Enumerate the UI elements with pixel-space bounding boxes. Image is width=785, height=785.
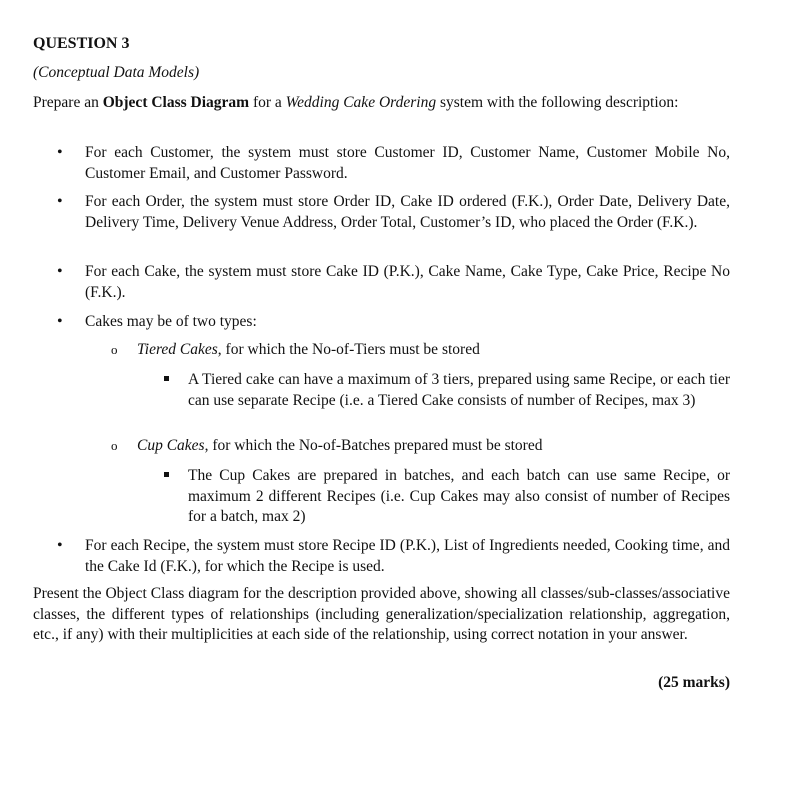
intro-bold-diagram: Object Class Diagram bbox=[102, 94, 250, 111]
bullet-dot-icon: • bbox=[57, 193, 63, 210]
marks-label: (25 marks) bbox=[658, 674, 730, 691]
intro-text-2: for a bbox=[249, 94, 286, 111]
bullet-dot-icon: • bbox=[57, 144, 63, 161]
subitem-text bbox=[137, 436, 730, 457]
detail-text: The Cup Cakes are prepared in batches, and each batch can use same Recipe, or maximum 2 different Recipes (i.e. Cup Cakes may also consist of number of Recipes for a batch, max 2) bbox=[188, 467, 730, 525]
intro-paragraph bbox=[33, 93, 730, 114]
intro-italic-system: Wedding Cake Ordering bbox=[285, 94, 437, 111]
square-bullet-icon bbox=[164, 376, 169, 381]
subitem-italic-name: Cup Cakes bbox=[137, 437, 205, 454]
intro-text-3: system with the following description: bbox=[436, 94, 679, 111]
present-paragraph: Present the Object Class diagram for the description provided above, showing all classes/sub-classes/associative classes, the different types of relationships (including generalization/specialization relationship, aggregation, etc., if any) with their multiplicities at each side of the relationship, using correct notation in your answer. bbox=[33, 585, 730, 643]
subitem-italic-name: Tiered Cakes bbox=[137, 341, 218, 358]
bullet-text: For each Customer, the system must store Customer ID, Customer Name, Customer Mobile No, Customer Email, and Customer Password. bbox=[85, 144, 730, 182]
detail-text: A Tiered cake can have a maximum of 3 tiers, prepared using same Recipe, or each tier can use separate Recipe (i.e. a Tiered Cake consists of number of Recipes, max 3) bbox=[188, 371, 730, 409]
bullet-dot-icon: • bbox=[57, 263, 63, 280]
subitem-rest: , for which the No-of-Tiers must be stored bbox=[217, 341, 480, 358]
bullet-text: Cakes may be of two types: bbox=[85, 313, 257, 330]
circle-bullet-icon: o bbox=[111, 438, 118, 453]
bullet-dot-icon: • bbox=[57, 313, 63, 330]
subitem-rest: , for which the No-of-Batches prepared must be stored bbox=[204, 437, 543, 454]
question-subtitle: (Conceptual Data Models) bbox=[33, 64, 200, 81]
subitem-text bbox=[137, 340, 730, 361]
intro-text-1: Prepare an bbox=[33, 94, 103, 111]
circle-bullet-icon: o bbox=[111, 342, 118, 357]
square-bullet-icon bbox=[164, 472, 169, 477]
bullet-dot-icon: • bbox=[57, 537, 63, 554]
question-title: QUESTION 3 bbox=[33, 35, 130, 52]
bullet-text: For each Recipe, the system must store Recipe ID (P.K.), List of Ingredients needed, Cooking time, and the Cake Id (F.K.), for which the Recipe is used. bbox=[85, 537, 730, 575]
bullet-text: For each Order, the system must store Order ID, Cake ID ordered (F.K.), Order Date, Delivery Date, Delivery Time, Delivery Venue Address, Order Total, Customer’s ID, who placed the Order (F.K.). bbox=[85, 193, 730, 231]
bullet-text: For each Cake, the system must store Cake ID (P.K.), Cake Name, Cake Type, Cake Price, Recipe No (F.K.). bbox=[85, 263, 730, 301]
